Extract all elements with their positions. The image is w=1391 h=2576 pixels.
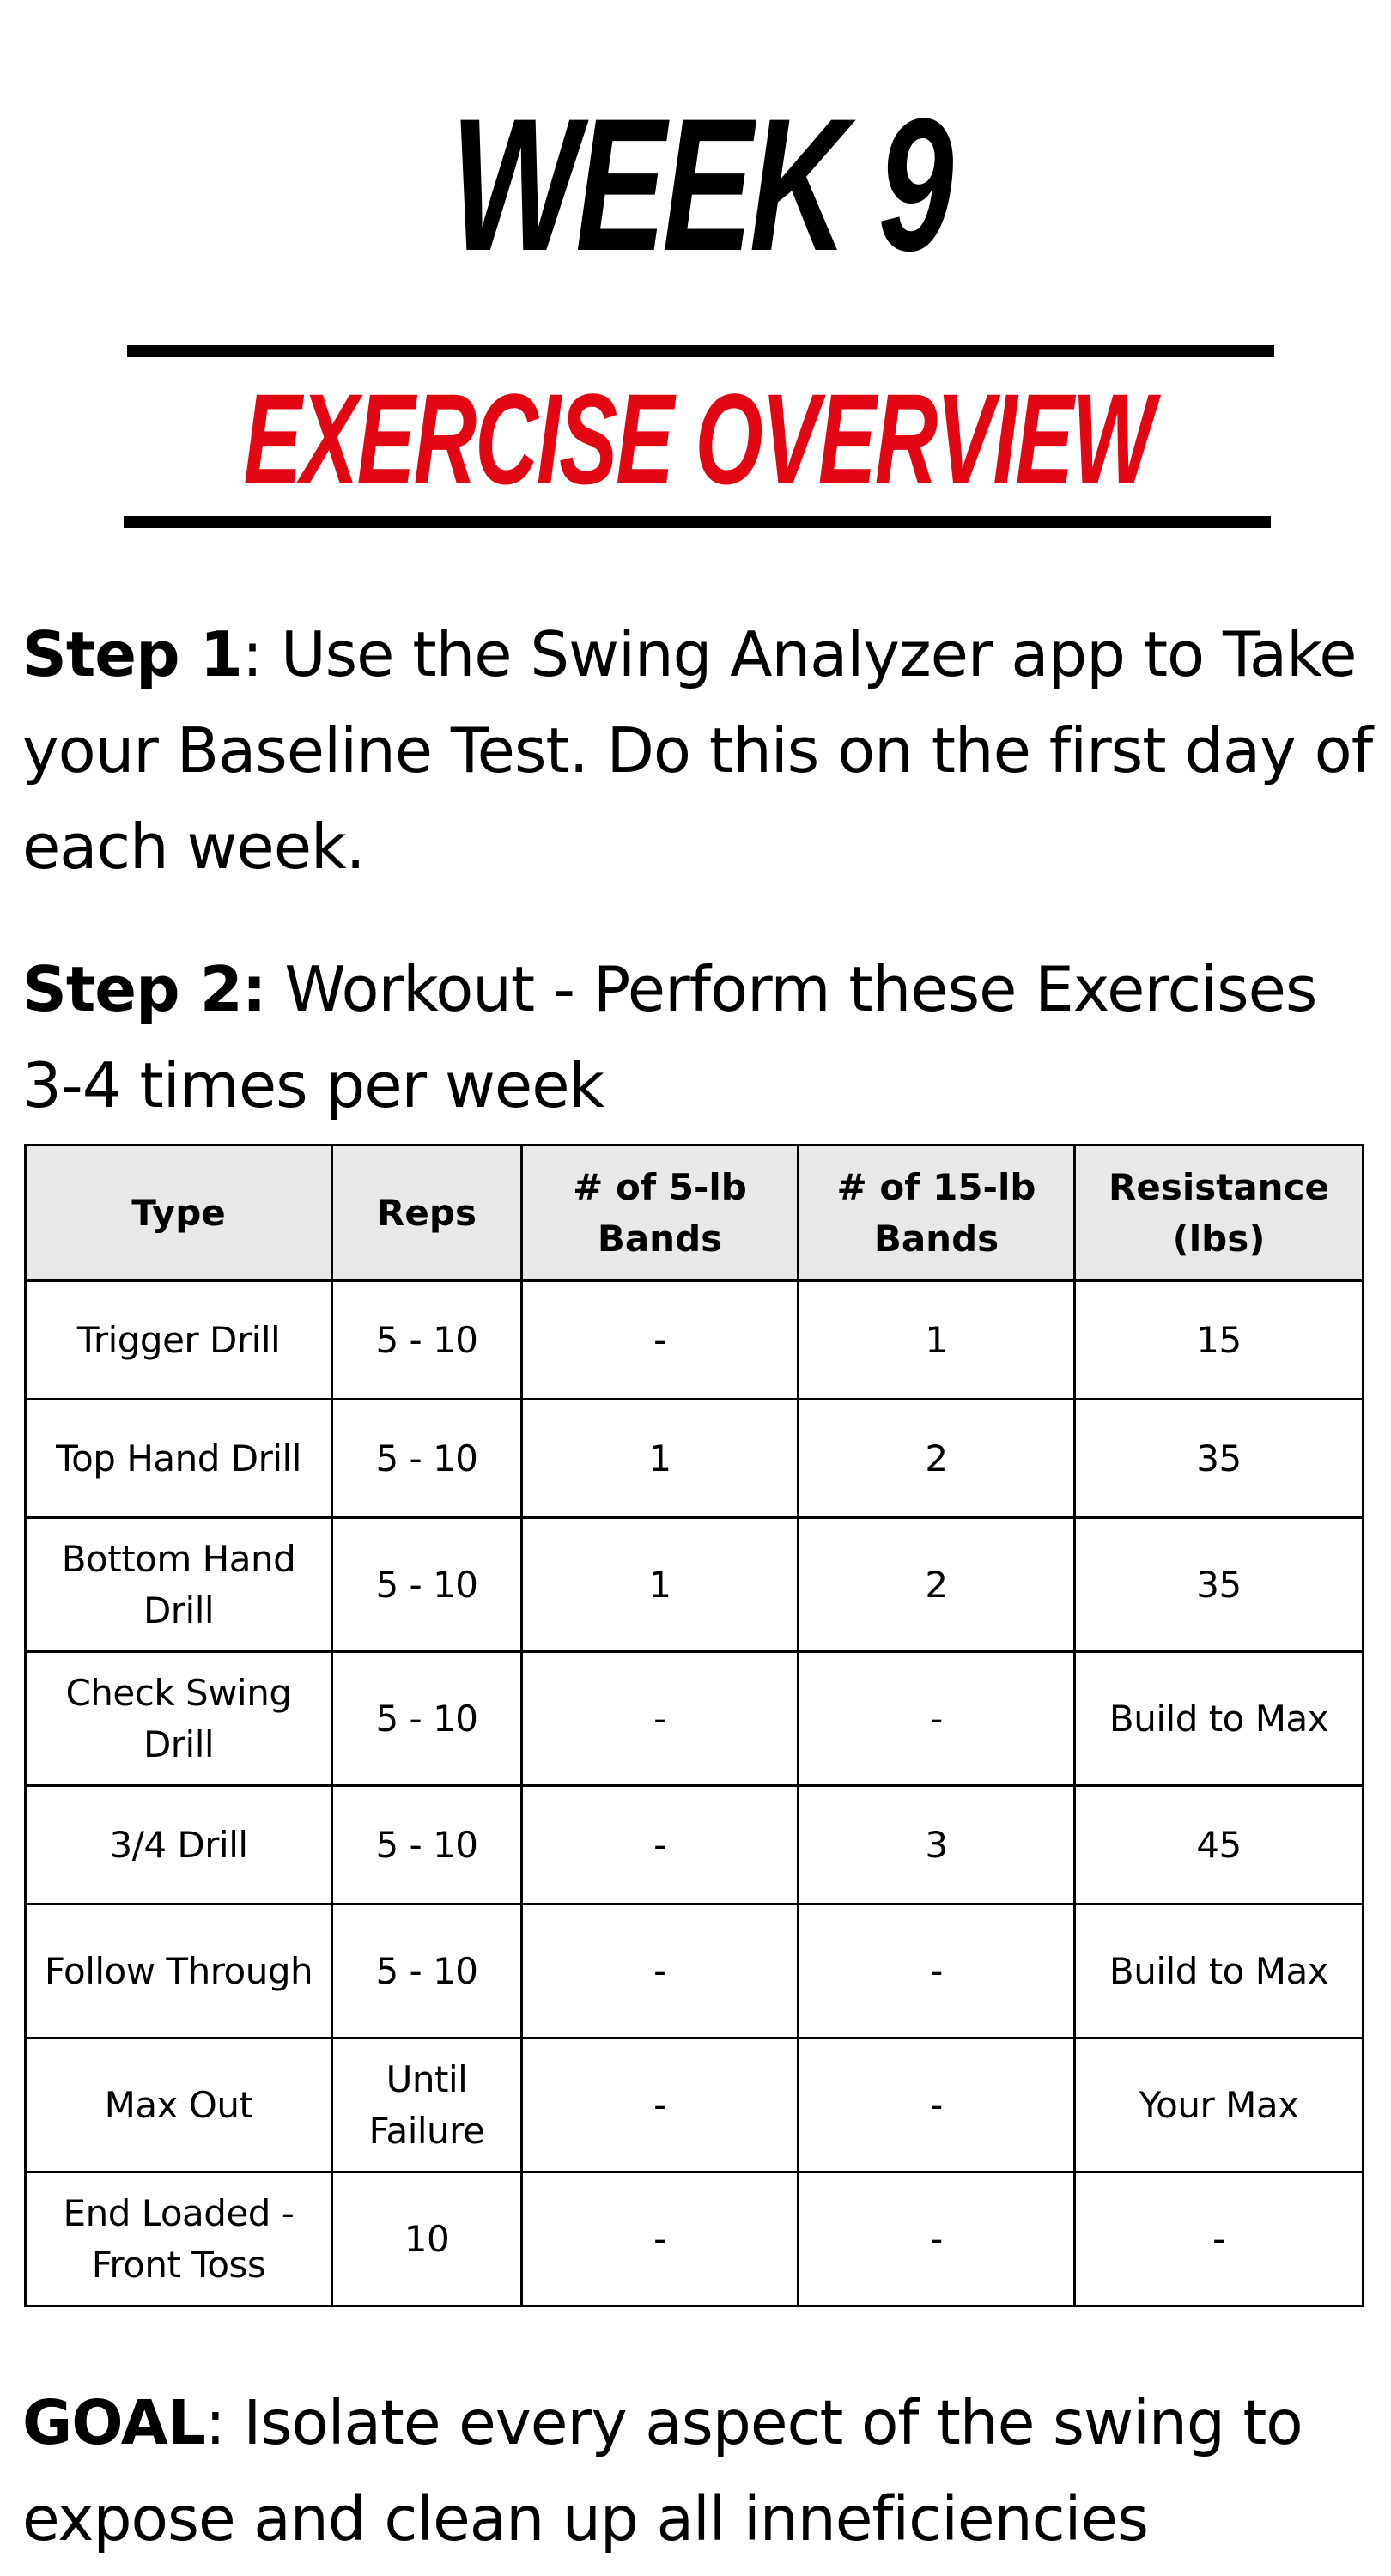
divider-top	[127, 345, 1274, 357]
cell-15lb-bands: 1	[799, 1281, 1075, 1400]
step-1-text: : Use the Swing Analyzer app to Take your Baseline Test. Do this on the first day of each week.	[22, 618, 1373, 883]
column-header-type: Type	[26, 1145, 332, 1281]
step-1-paragraph	[22, 606, 1379, 895]
cell-5lb-bands: 1	[522, 1518, 799, 1652]
cell-5lb-bands: -	[522, 2038, 799, 2172]
table-row	[26, 2038, 1364, 2172]
step-2-paragraph	[22, 941, 1379, 1133]
cell-type: Top Hand Drill	[26, 1400, 332, 1518]
column-header-reps: Reps	[332, 1145, 522, 1281]
cell-reps: 5 - 10	[332, 1652, 522, 1786]
cell-reps: 5 - 10	[332, 1281, 522, 1400]
cell-type: Check Swing Drill	[26, 1652, 332, 1786]
cell-resistance: Build to Max	[1075, 1652, 1364, 1786]
cell-15lb-bands: -	[799, 2172, 1075, 2306]
cell-type: Trigger Drill	[26, 1281, 332, 1400]
table-row	[26, 1652, 1364, 1786]
section-subtitle: EXERCISE OVERVIEW	[243, 367, 1153, 511]
cell-5lb-bands: -	[522, 1905, 799, 2038]
column-header-resistance: Resistance (lbs)	[1075, 1145, 1364, 1281]
cell-type: Bottom Hand Drill	[26, 1518, 332, 1652]
cell-type: End Loaded - Front Toss	[26, 2172, 332, 2306]
step-1-label: Step 1	[22, 618, 242, 690]
cell-reps: 10	[332, 2172, 522, 2306]
goal-paragraph	[22, 2375, 1379, 2567]
page-title: WEEK 9	[450, 79, 951, 290]
column-header-5lb-bands: # of 5-lb Bands	[522, 1145, 799, 1281]
cell-type: Max Out	[26, 2038, 332, 2172]
cell-5lb-bands: -	[522, 1281, 799, 1400]
divider-bottom	[124, 516, 1271, 528]
step-2-label: Step 2:	[22, 953, 266, 1025]
cell-5lb-bands: -	[522, 1786, 799, 1905]
table-row	[26, 1400, 1364, 1518]
cell-5lb-bands: -	[522, 2172, 799, 2306]
cell-resistance: 35	[1075, 1518, 1364, 1652]
step-2-text: Workout - Perform these Exercises 3-4 times per week	[22, 953, 1317, 1121]
cell-resistance: 35	[1075, 1400, 1364, 1518]
table-row	[26, 2172, 1364, 2306]
cell-resistance: Your Max	[1075, 2038, 1364, 2172]
cell-reps: 5 - 10	[332, 1518, 522, 1652]
exercise-table	[24, 1144, 1364, 2307]
cell-5lb-bands: -	[522, 1652, 799, 1786]
column-header-15lb-bands: # of 15-lb Bands	[799, 1145, 1075, 1281]
cell-15lb-bands: -	[799, 1905, 1075, 2038]
table-row	[26, 1281, 1364, 1400]
cell-reps: 5 - 10	[332, 1786, 522, 1905]
cell-resistance: Build to Max	[1075, 1905, 1364, 2038]
cell-type: Follow Through	[26, 1905, 332, 2038]
cell-15lb-bands: -	[799, 1652, 1075, 1786]
table-row	[26, 1786, 1364, 1905]
goal-label: GOAL	[22, 2387, 205, 2458]
cell-resistance: 45	[1075, 1786, 1364, 1905]
cell-type: 3/4 Drill	[26, 1786, 332, 1905]
cell-15lb-bands: -	[799, 2038, 1075, 2172]
cell-reps: Until Failure	[332, 2038, 522, 2172]
cell-reps: 5 - 10	[332, 1905, 522, 2038]
cell-15lb-bands: 3	[799, 1786, 1075, 1905]
table-header-row	[26, 1145, 1364, 1281]
cell-resistance: 15	[1075, 1281, 1364, 1400]
table-row	[26, 1905, 1364, 2038]
cell-resistance: -	[1075, 2172, 1364, 2306]
cell-15lb-bands: 2	[799, 1518, 1075, 1652]
cell-15lb-bands: 2	[799, 1400, 1075, 1518]
table-row	[26, 1518, 1364, 1652]
goal-text: : Isolate every aspect of the swing to expose and clean up all inneficiencies	[22, 2387, 1303, 2555]
cell-reps: 5 - 10	[332, 1400, 522, 1518]
cell-5lb-bands: 1	[522, 1400, 799, 1518]
